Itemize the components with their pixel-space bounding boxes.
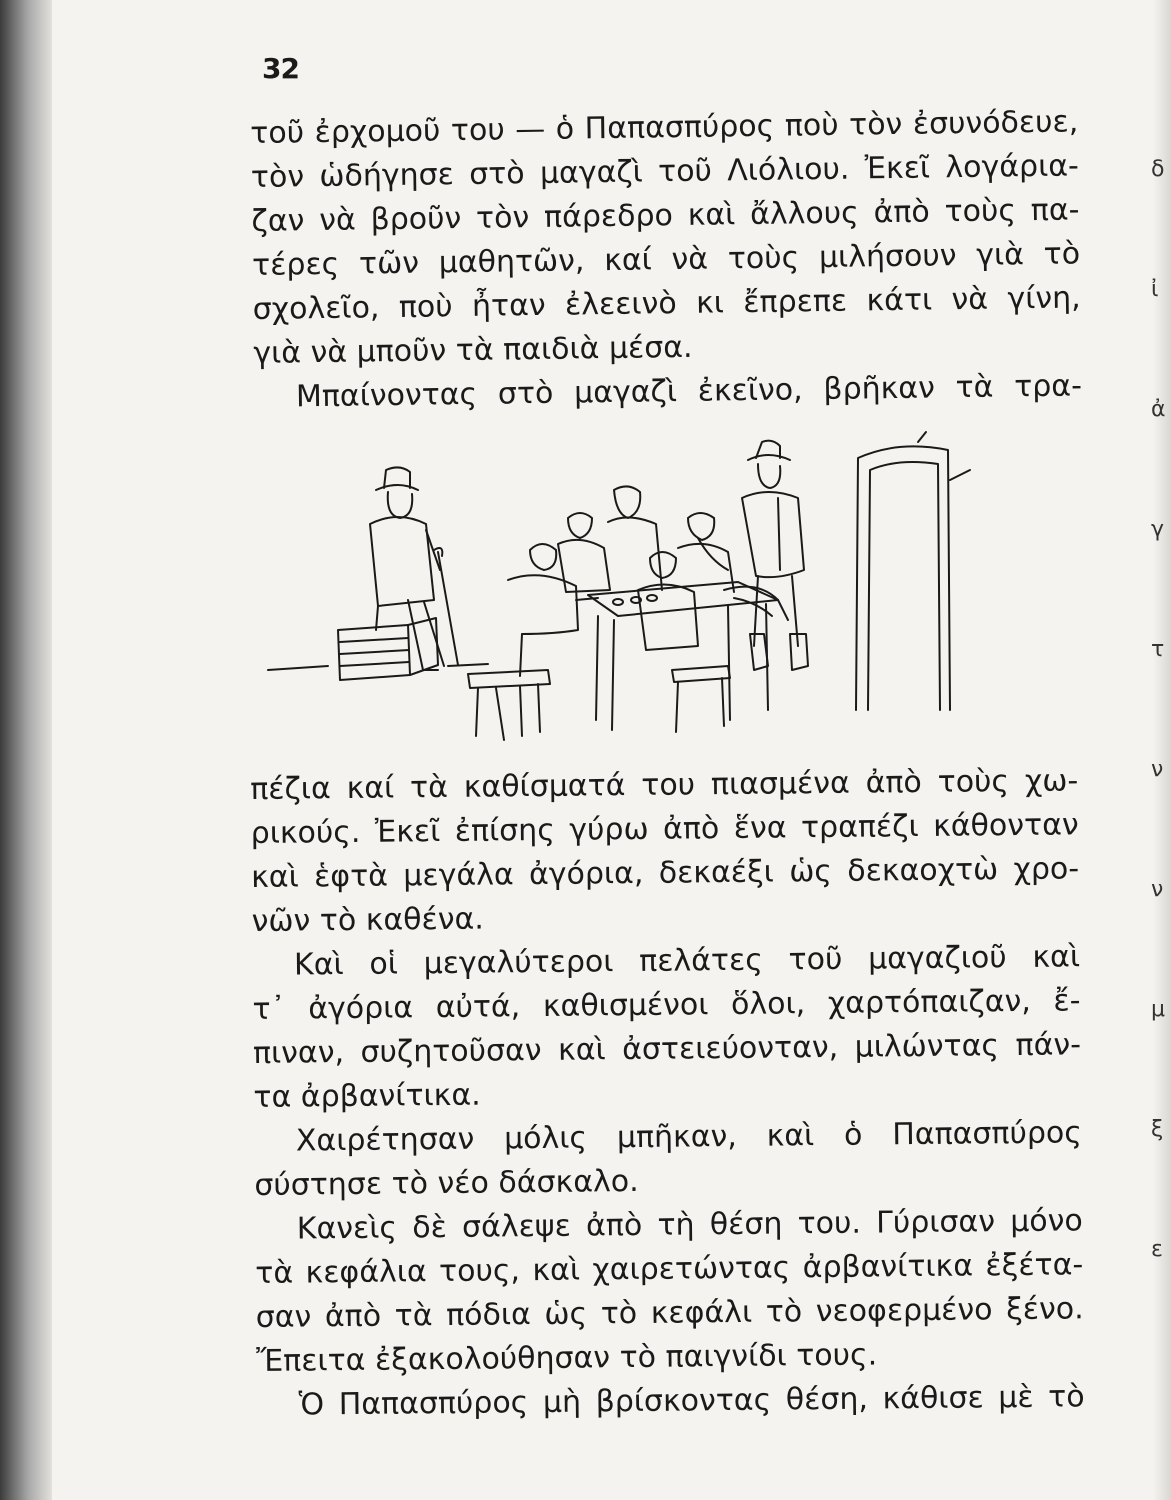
text-line: τα ἀρβανίτικα. [253, 1077, 481, 1115]
text-line: Ὁ Παπασπύρος μὴ βρίσκοντας θέση, κάθισε μὲ τὸ [298, 1379, 1085, 1423]
paragraph-block-top [250, 100, 1082, 420]
text-line: τὰ κεφάλια τους, καὶ χαιρετώντας ἀρβανίτικα ἐξέτα- [255, 1247, 1084, 1291]
margin-glyph: ε [1151, 1237, 1163, 1262]
text-line: τέρες τῶν μαθητῶν, καί νὰ τοὺς μιλήσουν γιὰ τὸ [251, 236, 1081, 283]
margin-glyph: γ [1151, 517, 1165, 542]
text-line: Ἔπειτα ἐξακολούθησαν τὸ παιγνίδι τους. [256, 1337, 878, 1379]
paragraph-block-bottom [250, 759, 1085, 1428]
margin-glyph: ξ [1151, 1117, 1164, 1142]
text-line: νῶν τὸ καθένα. [251, 901, 485, 939]
card-players-illustration [258, 420, 1058, 760]
margin-glyph: ν [1151, 877, 1164, 902]
text-line: πιναν, συζητοῦσαν καὶ ἀστειεύονταν, μιλώντας πάν- [252, 1027, 1082, 1071]
text-line: ρικούς. Ἐκεῖ ἐπίσης γύρω ἀπὸ ἕνα τραπέζι κάθονταν [250, 807, 1079, 851]
page-number: 32 [262, 52, 299, 85]
text-line: καὶ ἑφτὰ μεγάλα ἀγόρια, δεκαέξι ὡς δεκαοχτὼ χρο- [250, 851, 1080, 895]
text-line: Μπαίνοντας στὸ μαγαζὶ ἐκεῖνο, βρῆκαν τὰ τρα- [295, 368, 1083, 415]
text-line: τ᾿ ἀγόρια αὐτά, καθισμένοι ὅλοι, χαρτόπαιζαν, ἔ- [252, 983, 1081, 1027]
margin-glyph: ἰ [1151, 277, 1159, 302]
facing-page-bleed-text [1151, 110, 1167, 1310]
text-line: γιὰ νὰ μποῦν τὰ παιδιὰ μέσα. [253, 329, 693, 371]
margin-glyph: ἀ [1151, 397, 1166, 422]
margin-glyph: ν [1151, 757, 1164, 782]
text-line: τὸν ὡδήγησε στὸ μαγαζὶ τοῦ Λιόλιου. Ἐκεῖ λογάρια- [250, 148, 1080, 195]
text-line: πέζια καί τὰ καθίσματά του πιασμένα ἀπὸ τοὺς χω- [250, 763, 1079, 807]
margin-glyph: μ [1151, 997, 1165, 1022]
page-binding-shadow [0, 0, 52, 1500]
margin-glyph: τ [1151, 637, 1165, 662]
margin-glyph: δ [1151, 157, 1165, 182]
text-line: σαν ἀπὸ τὰ πόδια ὡς τὸ κεφάλι τὸ νεοφερμένο ξένο. [255, 1291, 1084, 1335]
text-line: Κανεὶς δὲ σάλεψε ἀπὸ τὴ θέση του. Γύρισαν μόνο [296, 1203, 1083, 1247]
text-line: Χαιρέτησαν μόλις μπῆκαν, καὶ ὁ Παπασπύρος [295, 1115, 1083, 1159]
text-line: σχολεῖο, ποὺ ἦταν ἐλεεινὸ κι ἔπρεπε κάτι νὰ γίνη, [252, 280, 1081, 327]
text-line: ζαν νὰ βροῦν τὸν πάρεδρο καὶ ἄλλους ἀπὸ τοὺς πα- [251, 192, 1080, 239]
text-line: σύστησε τὸ νέο δάσκαλο. [254, 1163, 639, 1203]
text-line: Καὶ οἱ μεγαλύτεροι πελάτες τοῦ μαγαζιοῦ καὶ [293, 939, 1081, 983]
text-line: τοῦ ἐρχομοῦ του — ὁ Παπασπύρος ποὺ τὸν ἐσυνόδευε, [250, 104, 1079, 151]
